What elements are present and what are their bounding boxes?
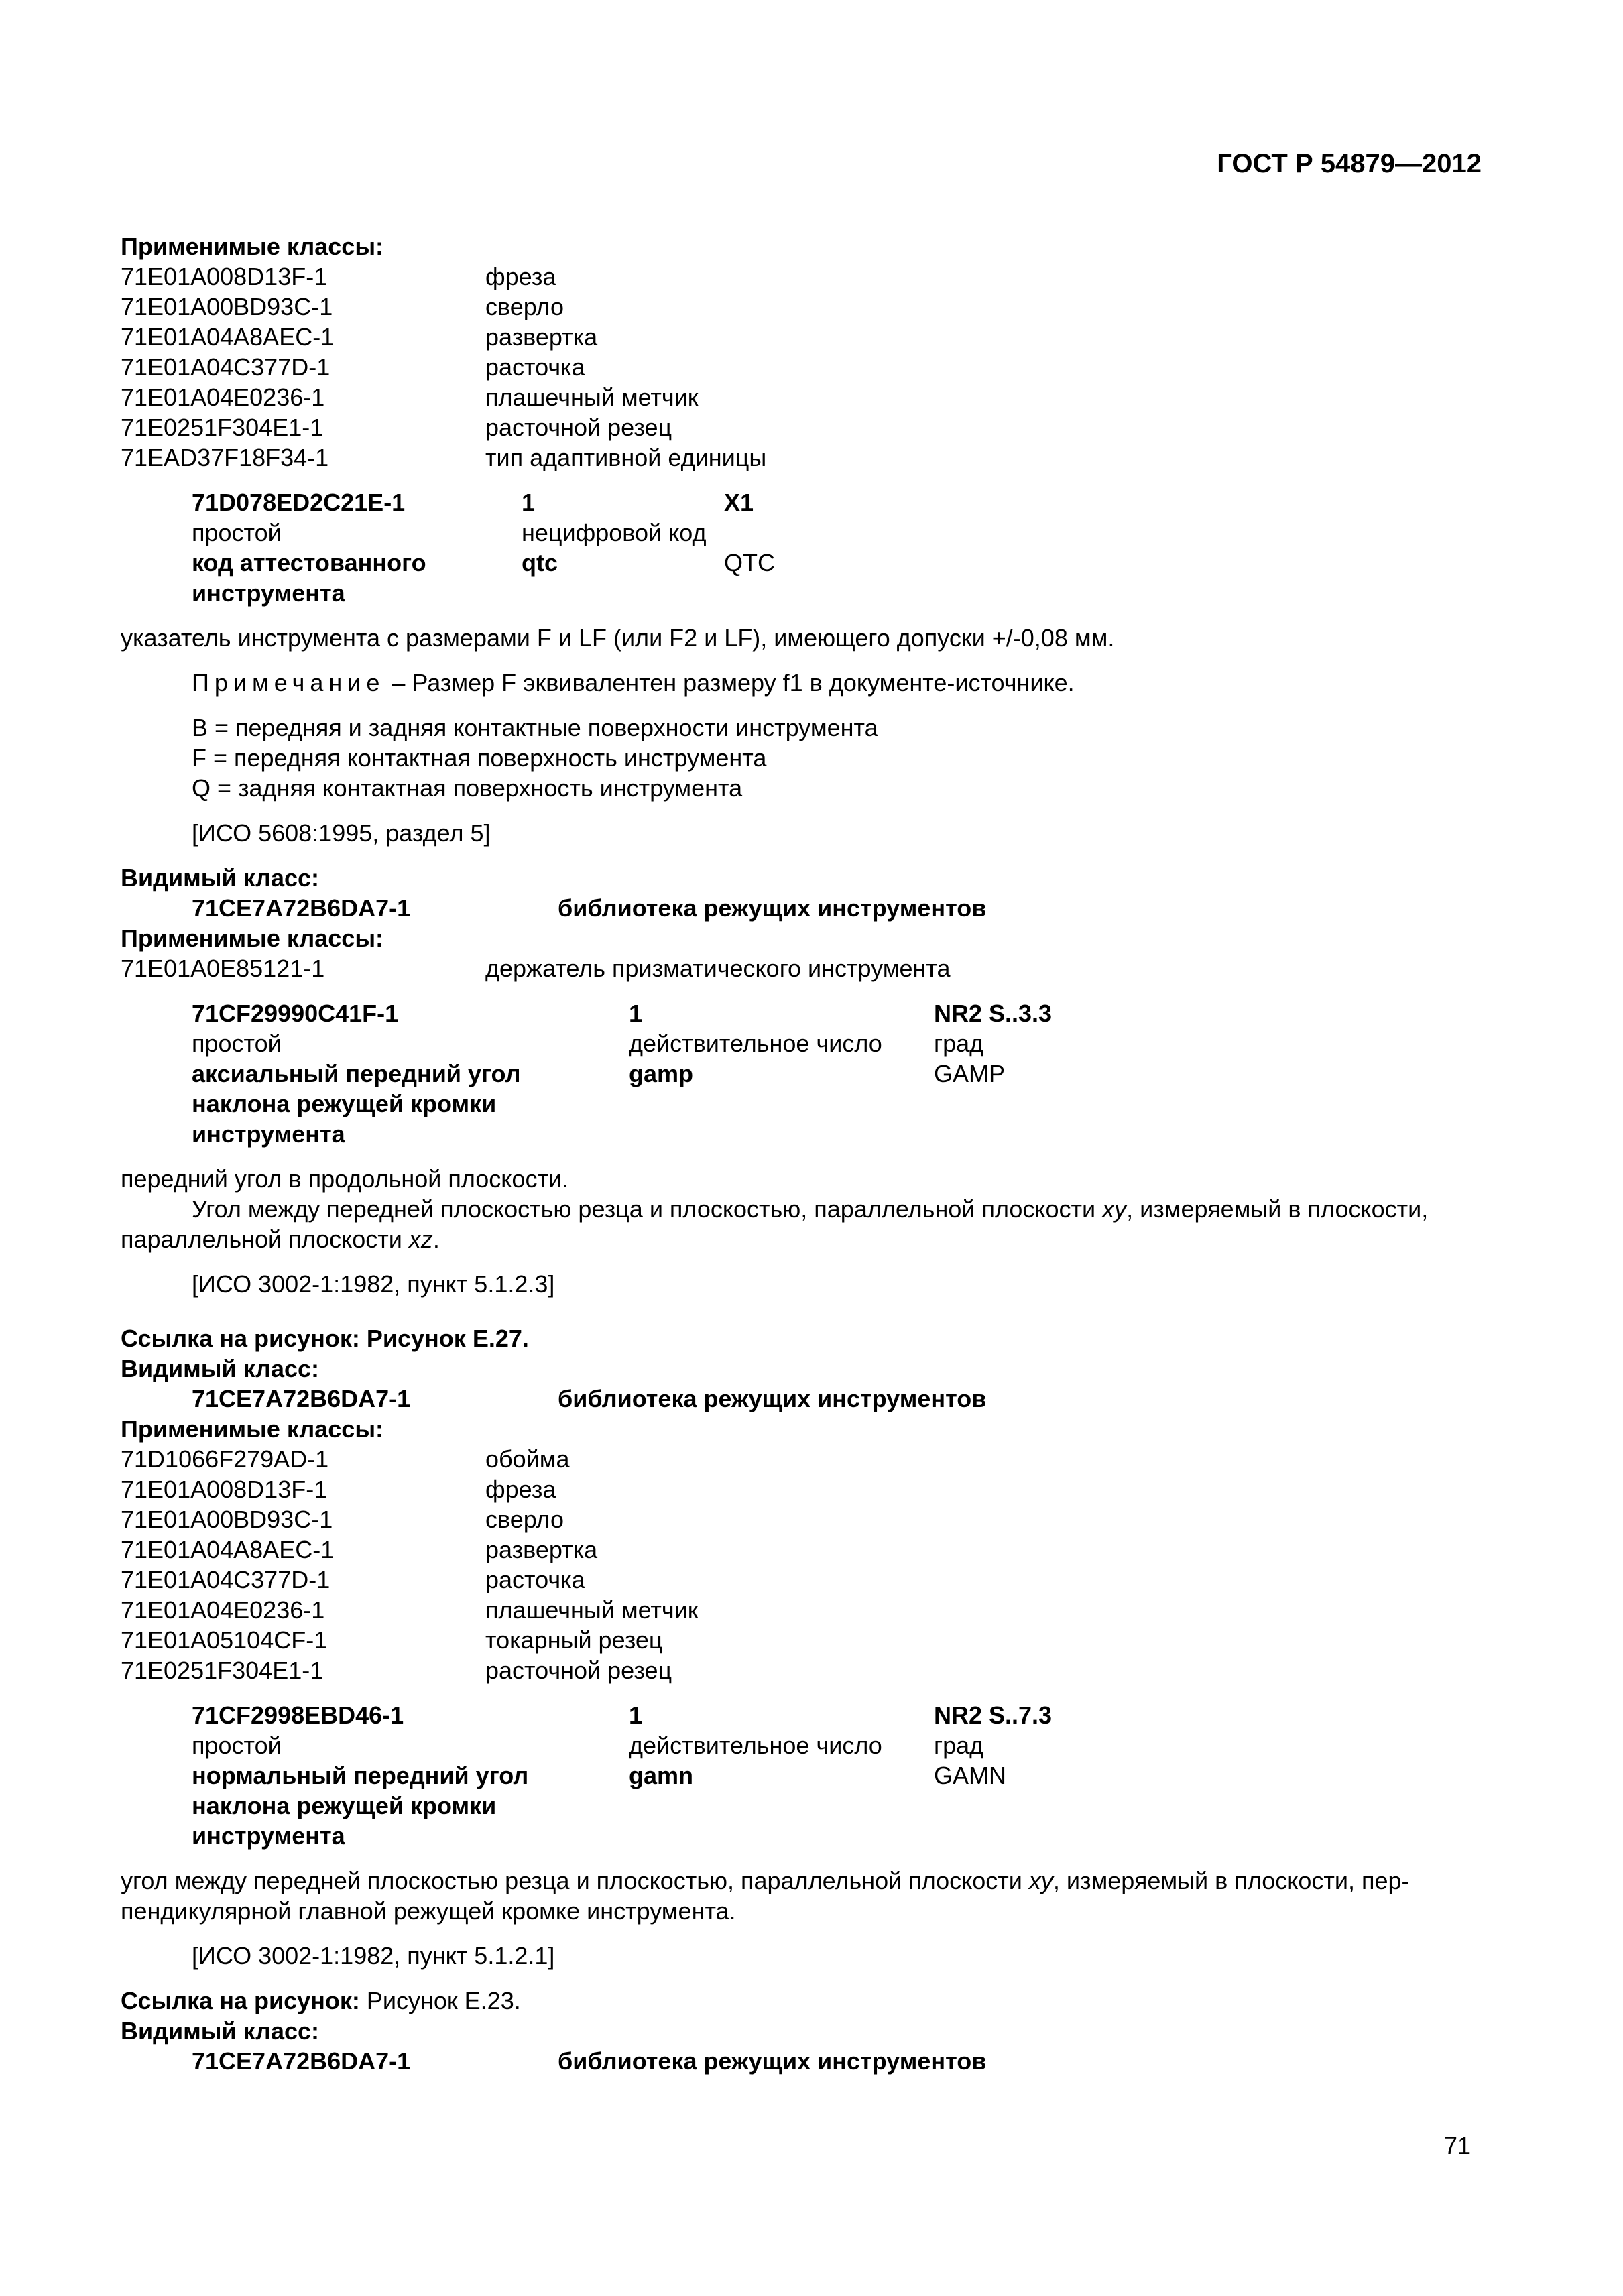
text: , измеряемый в плоскости, [1126,1195,1429,1223]
property-definition: передний угол в продольной плоскости. [121,1165,569,1193]
property-definition-detail [121,1194,1482,1224]
text: параллельной плоскости [121,1225,409,1253]
visible-class-name: библиотека режущих инструментов [558,1385,987,1412]
property-code: 71CF29990C41F-1 [192,1000,399,1027]
property-definition-detail [121,1224,1482,1254]
document-code: ГОСТ Р 54879—2012 [1217,149,1482,178]
list-item [121,1474,1482,1504]
list-item [121,1565,1482,1595]
class-code: 71E0251F304E1-1 [121,1656,324,1684]
note-text: – Размер F эквивалентен размеру f1 в документе-источнике. [385,669,1075,697]
text: , измеряемый в плоскости, пер- [1053,1867,1410,1894]
visible-class-label: Видимый класс: [121,2017,319,2045]
list-item [121,352,1482,382]
text: Угол между передней плоскостью резца и плоскостью, параллельной плоскости [192,1195,1103,1223]
class-code: 71E01A04A8AEC-1 [121,1536,335,1563]
list-item [121,953,1482,983]
visible-class-code: 71CE7A72B6DA7-1 [192,1385,411,1412]
visible-class-label: Видимый класс: [121,1355,319,1382]
visible-class-label: Видимый класс: [121,864,319,892]
definition-list [121,713,1482,803]
property-name-cont: наклона режущей кромки [192,1792,497,1819]
property-unit: град [934,1732,984,1759]
class-name: сверло [485,293,564,320]
class-name: фреза [485,1475,556,1503]
list-item: F = передняя контактная поверхность инструмента [192,744,767,772]
class-code: 71E01A04E0236-1 [121,383,325,411]
class-code: 71EAD37F18F34-1 [121,444,329,471]
applicable-classes-label: Применимые классы: [121,1415,384,1443]
class-code: 71E01A0E85121-1 [121,955,325,982]
property-name: код аттестованного [192,549,426,577]
class-code: 71E01A008D13F-1 [121,263,328,290]
class-name: сверло [485,1506,564,1533]
page-number: 71 [1443,2132,1471,2159]
page-content [121,231,1482,2076]
note [121,668,1482,698]
class-code: 71E01A00BD93C-1 [121,1506,333,1533]
property-definition [121,1866,1482,1896]
property-code: 71CF2998EBD46-1 [192,1701,404,1729]
text-italic: xy [1102,1195,1127,1223]
property-block [121,998,1482,1149]
class-code: 71E01A04A8AEC-1 [121,323,335,351]
property-block [121,1700,1482,1851]
applicable-classes-label: Применимые классы: [121,924,384,952]
property-version: 1 [629,1000,643,1027]
list-item [121,322,1482,352]
property-symbol: QTC [724,549,775,577]
class-name: развертка [485,323,598,351]
list-item [121,1444,1482,1474]
list-item [121,382,1482,412]
property-symbol: GAMP [934,1060,1006,1087]
class-code: 71E01A008D13F-1 [121,1475,328,1503]
property-name: нормальный передний угол [192,1762,529,1789]
class-name: развертка [485,1536,598,1563]
property-name-cont: инструмента [192,579,345,607]
property-name-cont: наклона режущей кромки [192,1090,497,1117]
list-item [121,1504,1482,1534]
list-item [121,1595,1482,1625]
class-name: держатель призматического инструмента [485,955,951,982]
figure-reference-label: Ссылка на рисунок: [121,1987,360,2014]
text: . [432,1225,440,1253]
applicable-classes-list [121,1444,1482,1685]
property-code: 71D078ED2C21E-1 [192,489,406,516]
text-italic: xz [408,1225,433,1253]
property-ref: NR2 S..3.3 [934,1000,1053,1027]
class-name: фреза [485,263,556,290]
property-datatype: действительное число [629,1030,882,1057]
class-code: 71E01A00BD93C-1 [121,293,333,320]
property-ref: X1 [724,489,754,516]
note-heading: Примечание [192,669,385,697]
class-code: 71E01A05104CF-1 [121,1626,328,1654]
list-item [121,292,1482,322]
property-definition: указатель инструмента с размерами F и LF (или F2 и LF), имеющего допуски +/-0,08 мм. [121,624,1115,652]
property-block [121,487,1482,608]
list-item: Q = задняя контактная поверхность инструмента [192,774,743,802]
class-code: 71E01A04E0236-1 [121,1596,325,1624]
list-item [121,442,1482,473]
class-name: токарный резец [485,1626,663,1654]
source-reference: [ИСО 3002-1:1982, пункт 5.1.2.1] [192,1942,555,1970]
class-name: расточной резец [485,1656,672,1684]
property-definition-cont: пендикулярной главной режущей кромке инструмента. [121,1897,736,1925]
property-version: 1 [522,489,536,516]
figure-reference-value: Рисунок Е.23. [359,1987,521,2014]
property-short-name: gamp [629,1060,694,1087]
visible-class-name: библиотека режущих инструментов [558,2047,987,2075]
property-name: аксиальный передний угол [192,1060,521,1087]
applicable-classes-list [121,261,1482,473]
list-item [121,1534,1482,1565]
property-version: 1 [629,1701,643,1729]
text-italic: xy [1028,1867,1053,1894]
class-name: тип адаптивной единицы [485,444,767,471]
list-item [121,1625,1482,1655]
property-name-cont: инструмента [192,1120,345,1148]
applicable-classes-label: Применимые классы: [121,233,384,260]
property-datatype: действительное число [629,1732,882,1759]
visible-class-code: 71CE7A72B6DA7-1 [192,894,411,922]
source-reference: [ИСО 5608:1995, раздел 5] [192,819,491,847]
property-kind: простой [192,519,282,546]
class-name: плашечный метчик [485,1596,699,1624]
class-name: расточной резец [485,414,672,441]
property-kind: простой [192,1030,282,1057]
class-code: 71E01A04C377D-1 [121,353,330,381]
property-kind: простой [192,1732,282,1759]
class-code: 71E0251F304E1-1 [121,414,324,441]
class-code: 71E01A04C377D-1 [121,1566,330,1593]
class-name: плашечный метчик [485,383,699,411]
text: угол между передней плоскостью резца и плоскостью, параллельной плоскости [121,1867,1029,1894]
property-datatype: нецифровой код [522,519,707,546]
class-code: 71D1066F279AD-1 [121,1445,329,1473]
figure-reference [121,1986,1482,2016]
visible-class-code: 71CE7A72B6DA7-1 [192,2047,411,2075]
property-short-name: gamn [629,1762,694,1789]
property-ref: NR2 S..7.3 [934,1701,1053,1729]
property-name-cont: инструмента [192,1822,345,1850]
list-item: B = передняя и задняя контактные поверхности инструмента [192,714,878,741]
figure-reference: Ссылка на рисунок: Рисунок Е.27. [121,1325,529,1352]
list-item [121,1655,1482,1685]
visible-class-name: библиотека режущих инструментов [558,894,987,922]
property-short-name: qtc [522,549,558,577]
property-symbol: GAMN [934,1762,1006,1789]
class-name: расточка [485,353,585,381]
class-name: обойма [485,1445,570,1473]
list-item [121,261,1482,292]
property-unit: град [934,1030,984,1057]
source-reference: [ИСО 3002-1:1982, пункт 5.1.2.3] [192,1270,555,1298]
class-name: расточка [485,1566,585,1593]
list-item [121,412,1482,442]
